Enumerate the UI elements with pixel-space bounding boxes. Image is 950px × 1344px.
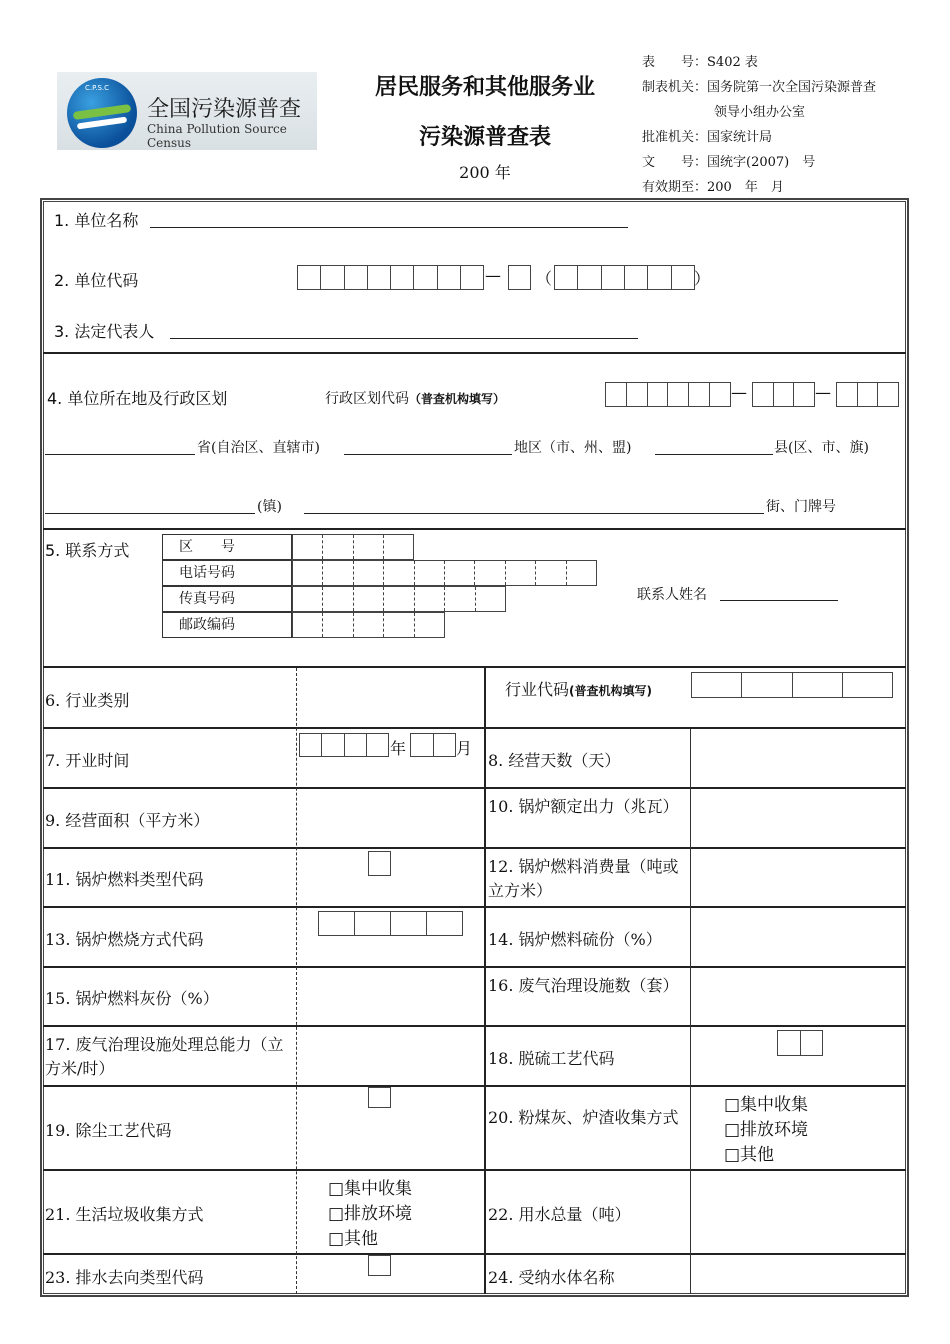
row-line (43, 847, 906, 849)
garbage-collection-label: 21. 生活垃圾收集方式 (45, 1205, 204, 1224)
logo-badge: C.P.S.C (85, 84, 110, 92)
paren-close: ） (694, 269, 711, 288)
ash-collection-label: 20. 粉煤灰、炉渣收集方式 (488, 1108, 679, 1127)
area-code-boxes[interactable] (292, 534, 414, 560)
boiler-capacity-label: 10. 锅炉额定出力（兆瓦） (488, 797, 679, 816)
province-input[interactable] (45, 454, 195, 455)
form-year: 200 年 (459, 163, 511, 182)
globe-icon (67, 78, 137, 148)
industry-category-label: 6. 行业类别 (45, 691, 130, 710)
admin-code-boxes-3[interactable] (836, 382, 899, 407)
drainage-type-label: 23. 排水去向类型代码 (45, 1268, 204, 1287)
meta-row: 制表机关：国务院第一次全国污染源普查 (642, 80, 877, 95)
fax-label: 传真号码 (162, 586, 292, 612)
open-month-boxes[interactable] (410, 733, 456, 757)
boiler-fuel-consumption-label: 12. 锅炉燃料消费量（吨或立方米） (488, 857, 679, 900)
month-char: 月 (456, 739, 473, 758)
row-line (43, 1253, 906, 1255)
contact-label: 5. 联系方式 (45, 541, 130, 560)
unit-name-label: 1. 单位名称 (54, 211, 139, 230)
option-centralized[interactable]: □集中收集 (724, 1095, 809, 1115)
admin-code-label: 行政区划代码（普查机构填写） (325, 391, 506, 407)
open-date-label: 7. 开业时间 (45, 751, 130, 770)
town-label: (镇) (257, 499, 282, 515)
phone-label: 电话号码 (162, 560, 292, 586)
drainage-type-box[interactable] (368, 1255, 391, 1276)
dust-removal-label: 19. 除尘工艺代码 (45, 1121, 172, 1140)
postcode-boxes[interactable] (292, 612, 445, 638)
row-line (43, 1025, 906, 1027)
unit-code-label: 2. 单位代码 (54, 271, 139, 290)
meta-row: 有效期至：200 年 月 (642, 180, 784, 195)
row-line (43, 787, 906, 789)
fax-boxes[interactable] (292, 586, 506, 612)
boiler-ash-label: 15. 锅炉燃料灰份（%） (45, 989, 219, 1008)
receiving-water-label: 24. 受纳水体名称 (488, 1268, 615, 1287)
area-code-label: 区 号 (162, 534, 292, 560)
col-line (690, 729, 691, 1294)
gas-facility-count-label: 16. 废气治理设施数（套） (488, 976, 679, 995)
meta-row: 文 号：国统字(2007) 号 (642, 155, 816, 170)
town-input[interactable] (45, 513, 255, 514)
row-line (43, 1085, 906, 1087)
garbage-collection-options (328, 1177, 412, 1252)
admin-dash-2: — (815, 383, 831, 402)
row-line (43, 727, 906, 729)
option-other[interactable]: □其他 (328, 1229, 379, 1249)
admin-code-boxes-2[interactable] (752, 382, 815, 407)
unit-code-dash: — (485, 266, 501, 285)
unit-code-boxes[interactable] (297, 265, 484, 290)
province-label: 省(自治区、直辖市) (197, 440, 320, 456)
industry-code-boxes[interactable] (691, 672, 893, 698)
gas-capacity-label: 17. 废气治理设施处理总能力（立方米/时） (45, 1035, 284, 1078)
operating-days-label: 8. 经营天数（天） (488, 751, 621, 770)
desulfurization-label: 18. 脱硫工艺代码 (488, 1049, 615, 1068)
divider (43, 666, 906, 668)
county-input[interactable] (655, 454, 773, 455)
boiler-fuel-type-box[interactable] (368, 851, 391, 876)
county-label: 县(区、市、旗) (774, 440, 869, 456)
form-meta (642, 50, 876, 200)
phone-boxes[interactable] (292, 560, 597, 586)
legal-rep-input[interactable] (170, 338, 638, 339)
form-title-line1: 居民服务和其他服务业 (374, 75, 595, 100)
boiler-fuel-type-label: 11. 锅炉燃料类型代码 (45, 870, 204, 889)
prefecture-label: 地区（市、州、盟) (514, 440, 632, 456)
unit-name-input[interactable] (150, 227, 628, 228)
year-char: 年 (390, 739, 407, 758)
meta-row: 表 号：S402 表 (642, 55, 758, 70)
option-centralized[interactable]: □集中收集 (328, 1179, 413, 1199)
dust-removal-box[interactable] (368, 1087, 391, 1108)
meta-row: 批准机关：国家统计局 (642, 130, 773, 145)
col-line (484, 668, 486, 1294)
prefecture-input[interactable] (344, 454, 512, 455)
admin-code-boxes-1[interactable] (605, 382, 731, 407)
census-logo (57, 72, 317, 150)
meta-row: 领导小组办公室 (714, 105, 806, 120)
option-discharge[interactable]: □排放环境 (328, 1204, 413, 1224)
col-line (296, 668, 297, 1294)
contact-name-input[interactable] (720, 600, 838, 601)
location-label: 4. 单位所在地及行政区划 (47, 389, 228, 408)
unit-code-extra-boxes[interactable] (554, 265, 695, 290)
open-year-boxes[interactable] (299, 733, 389, 757)
water-usage-label: 22. 用水总量（吨） (488, 1205, 631, 1224)
contact-name-label: 联系人姓名 (637, 587, 707, 603)
postcode-label: 邮政编码 (162, 612, 292, 638)
logo-text-en: China Pollution Source Census (147, 122, 287, 150)
boiler-sulfur-label: 14. 锅炉燃料硫份（%） (488, 930, 662, 949)
logo-text-cn: 全国污染源普查 (147, 97, 302, 122)
street-label: 街、门牌号 (766, 499, 836, 515)
boiler-combustion-label: 13. 锅炉燃烧方式代码 (45, 930, 204, 949)
legal-rep-label: 3. 法定代表人 (54, 322, 155, 341)
paren-open: （ (536, 269, 553, 288)
unit-code-check-box[interactable] (508, 265, 531, 290)
ash-collection-options (724, 1093, 808, 1168)
row-line (43, 1169, 906, 1171)
operating-area-label: 9. 经营面积（平方米） (45, 811, 210, 830)
desulfurization-boxes[interactable] (777, 1030, 823, 1056)
divider (43, 528, 906, 530)
form-title-line2: 污染源普查表 (418, 125, 551, 150)
divider (43, 352, 906, 354)
option-discharge[interactable]: □排放环境 (724, 1120, 809, 1140)
boiler-combustion-boxes[interactable] (318, 911, 463, 936)
street-input[interactable] (304, 513, 764, 514)
option-other[interactable]: □其他 (724, 1145, 775, 1165)
row-line (43, 906, 906, 908)
admin-dash-1: — (731, 383, 747, 402)
industry-code-label: 行业代码(普查机构填写) (505, 680, 652, 699)
row-line (43, 966, 906, 968)
